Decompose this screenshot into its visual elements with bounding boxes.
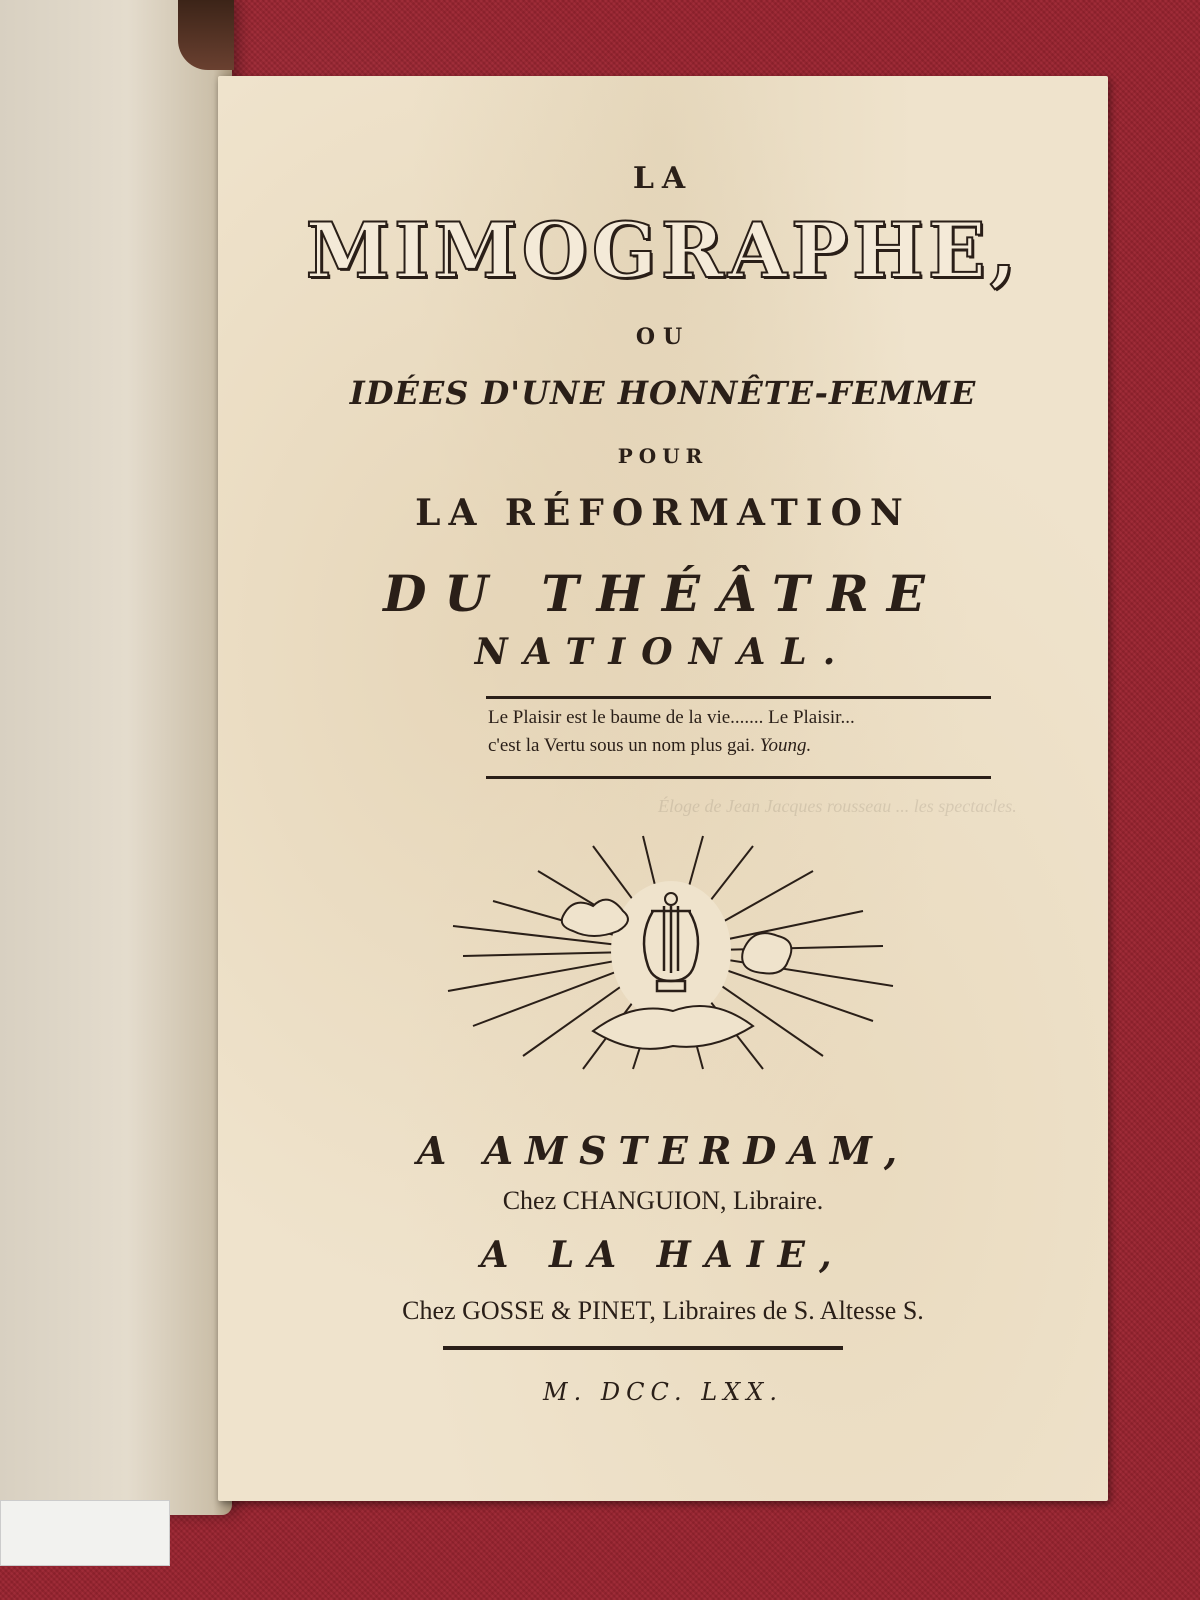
imprint-city-1: A AMSTERDAM, (416, 1128, 910, 1173)
bleed-through-text: Éloge de Jean Jacques rousseau ... les spectacles. (658, 796, 1017, 816)
label-tab (0, 1500, 170, 1566)
imprint-publisher-2: Chez GOSSE & PINET, Libraires de S. Altesse S. (402, 1296, 924, 1325)
imprint-rule (443, 1346, 843, 1350)
subtitle-line-3: DU THÉÂTRE (383, 564, 943, 623)
main-title: MIMOGRAPHE, (305, 206, 1021, 295)
subtitle-preposition: POUR (617, 444, 709, 468)
title-page (218, 76, 1108, 1501)
epigraph-line-1: Le Plaisir est le baume de la vie....... Le Plaisir... (488, 707, 855, 728)
imprint-city-2: A LA HAIE, (480, 1234, 846, 1276)
imprint-publisher-1: Chez CHANGUION, Libraire. (502, 1186, 824, 1215)
motto-bottom-rule (486, 776, 991, 779)
subtitle-line-1: IDÉES D'UNE HONNÊTE-FEMME (349, 374, 977, 412)
title-conjunction: OU (635, 324, 691, 350)
book-cover-edge (178, 0, 234, 70)
epigraph-line-2 (488, 732, 988, 760)
subtitle-line-2: LA RÉFORMATION (415, 492, 911, 534)
epigraph-author: Young. (759, 735, 812, 756)
lyre-vignette-icon (443, 831, 898, 1071)
epigraph (488, 704, 988, 760)
epigraph-line-2-text: c'est la Vertu sous un nom plus gai. (488, 735, 755, 756)
left-page (0, 0, 232, 1515)
motto-top-rule (486, 696, 991, 699)
publication-date: M. DCC. LXX. (543, 1378, 783, 1406)
title-article: LA (632, 161, 694, 196)
subtitle-line-4: NATIONAL. (474, 631, 852, 673)
